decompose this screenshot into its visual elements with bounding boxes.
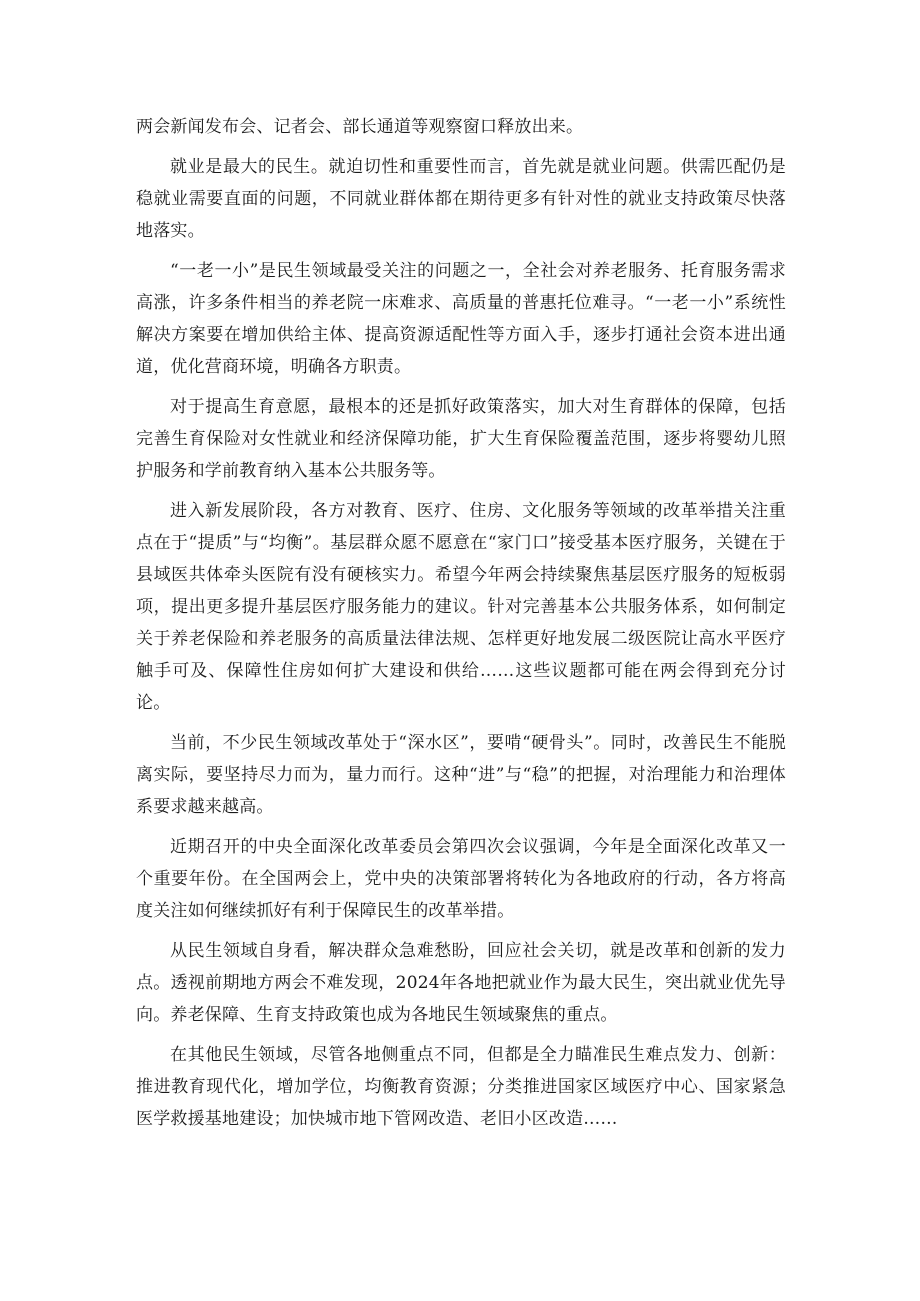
- paragraph-6: 当前，不少民生领域改革处于“深水区”，要啃“硬骨头”。同时，改善民生不能脱离实际，要坚持尽力而为，量力而行。这种“进”与“稳”的把握，对治理能力和治理体系要求越来越高。: [136, 733, 786, 817]
- paragraph-1: 两会新闻发布会、记者会、部长通道等观察窗口释放出来。: [136, 117, 584, 137]
- paragraph-5: 进入新发展阶段，各方对教育、医疗、住房、文化服务等领域的改革举措关注重点在于“提质”与“均衡”。基层群众愿不愿意在“家门口”接受基本医疗服务，关键在于县域医共体牵头医院有没有硬核实力。希望今年两会持续聚焦基层医疗服务的短板弱项，提出更多提升基层医疗服务能力的建议。针对完善基本公共服务体系，如何制定关于养老保险和养老服务的高质量法律法规、怎样更好地发展二级医院让高水平医疗触手可及、保障性住房如何扩大建设和供给……这些议题都可能在两会得到充分讨论。: [136, 501, 786, 713]
- paragraph-2: 就业是最大的民生。就迫切性和重要性而言，首先就是就业问题。供需匹配仍是稳就业需要直面的问题，不同就业群体都在期待更多有针对性的就业支持政策尽快落地落实。: [136, 157, 786, 241]
- article-body: [136, 111, 786, 1143]
- paragraph-7: 近期召开的中央全面深化改革委员会第四次会议强调，今年是全面深化改革又一个重要年份。在全国两会上，党中央的决策部署将转化为各地政府的行动，各方将高度关注如何继续抓好有利于保障民生的改革举措。: [136, 837, 786, 921]
- paragraph-4: 对于提高生育意愿，最根本的还是抓好政策落实，加大对生育群体的保障，包括完善生育保险对女性就业和经济保障功能，扩大生育保险覆盖范围，逐步将婴幼儿照护服务和学前教育纳入基本公共服务等。: [136, 397, 786, 481]
- paragraph-9: 在其他民生领域，尽管各地侧重点不同，但都是全力瞄准民生难点发力、创新：推进教育现代化，增加学位，均衡教育资源；分类推进国家区域医疗中心、国家紧急医学救援基地建设；加快城市地下管网改造、老旧小区改造……: [136, 1045, 786, 1129]
- paragraph-3: “一老一小”是民生领域最受关注的问题之一，全社会对养老服务、托育服务需求高涨，许多条件相当的养老院一床难求、高质量的普惠托位难寻。“一老一小”系统性解决方案要在增加供给主体、提高资源适配性等方面入手，逐步打通社会资本进出通道，优化营商环境，明确各方职责。: [136, 261, 786, 377]
- paragraph-8: 从民生领域自身看，解决群众急难愁盼，回应社会关切，就是改革和创新的发力点。透视前期地方两会不难发现，2024年各地把就业作为最大民生，突出就业优先导向。养老保障、生育支持政策也成为各地民生领域聚焦的重点。: [136, 941, 786, 1025]
